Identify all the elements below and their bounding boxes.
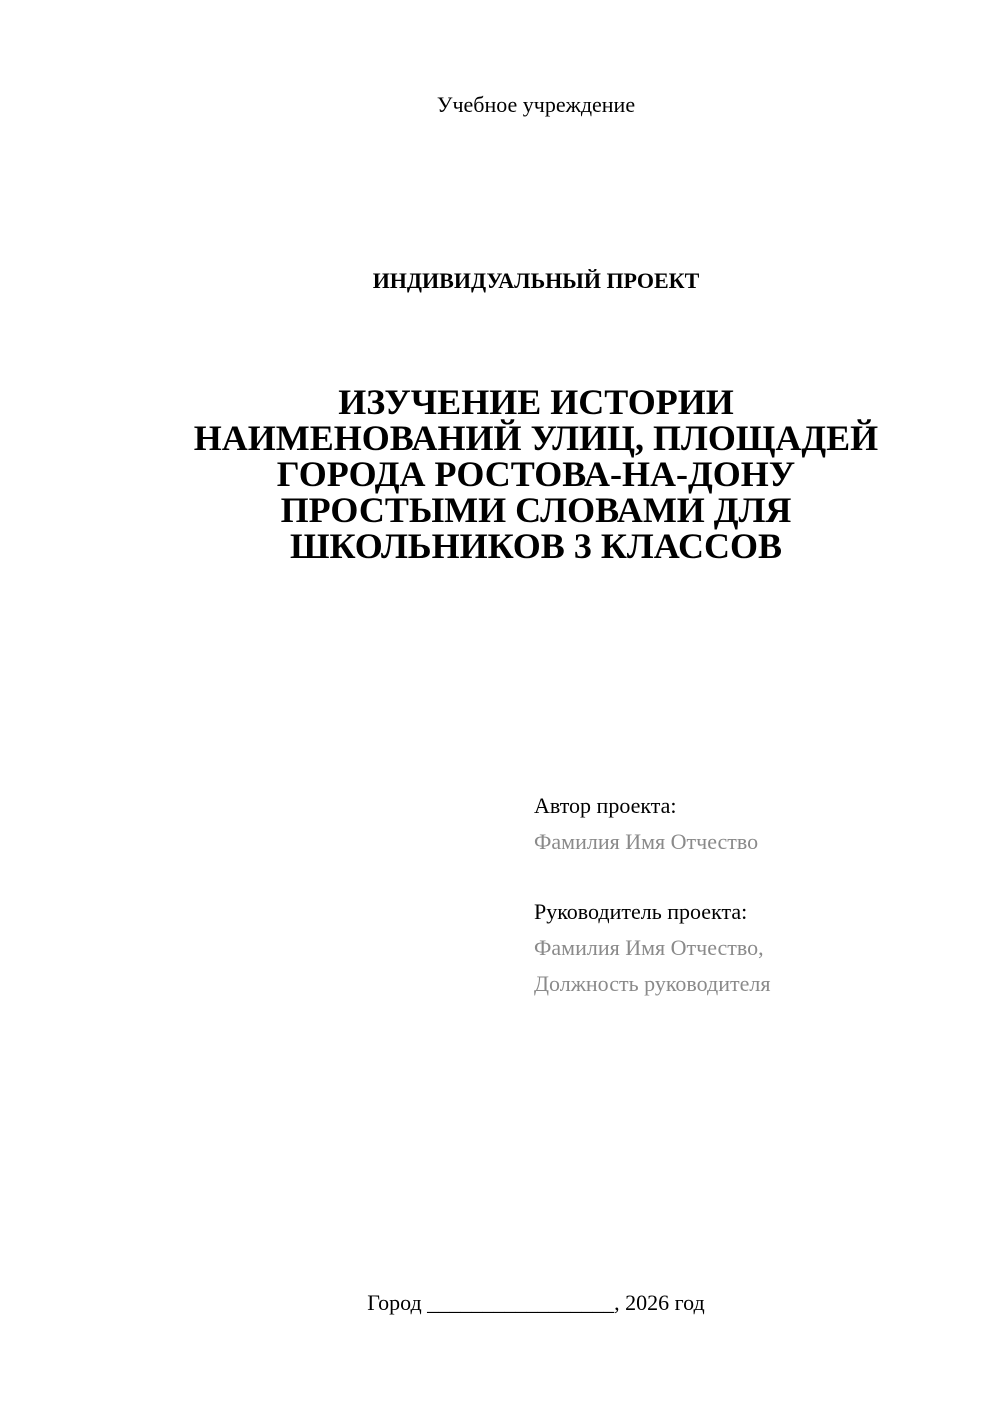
institution-name: Учебное учреждение	[436, 92, 636, 117]
author-label: Автор проекта:	[534, 793, 677, 818]
credits-block	[534, 788, 974, 1002]
title-line: ИЗУЧЕНИЕ ИСТОРИИ	[338, 382, 734, 422]
spacer	[534, 860, 974, 894]
city-year-footer: Город _________________, 2026 год	[367, 1290, 705, 1315]
author-name-placeholder: Фамилия Имя Отчество	[534, 829, 759, 854]
title-line: ШКОЛЬНИКОВ 3 КЛАССОВ	[290, 526, 782, 566]
title-line: НАИМЕНОВАНИЙ УЛИЦ, ПЛОЩАДЕЙ	[193, 418, 879, 458]
title-line: ГОРОДА РОСТОВА-НА-ДОНУ	[276, 454, 796, 494]
project-type-heading: ИНДИВИДУАЛЬНЫЙ ПРОЕКТ	[372, 268, 700, 293]
supervisor-position-placeholder: Должность руководителя	[534, 971, 771, 996]
project-title	[120, 384, 952, 564]
supervisor-label: Руководитель проекта:	[534, 899, 748, 924]
supervisor-name-placeholder: Фамилия Имя Отчество,	[534, 935, 764, 960]
title-line: ПРОСТЫМИ СЛОВАМИ ДЛЯ	[280, 490, 792, 530]
